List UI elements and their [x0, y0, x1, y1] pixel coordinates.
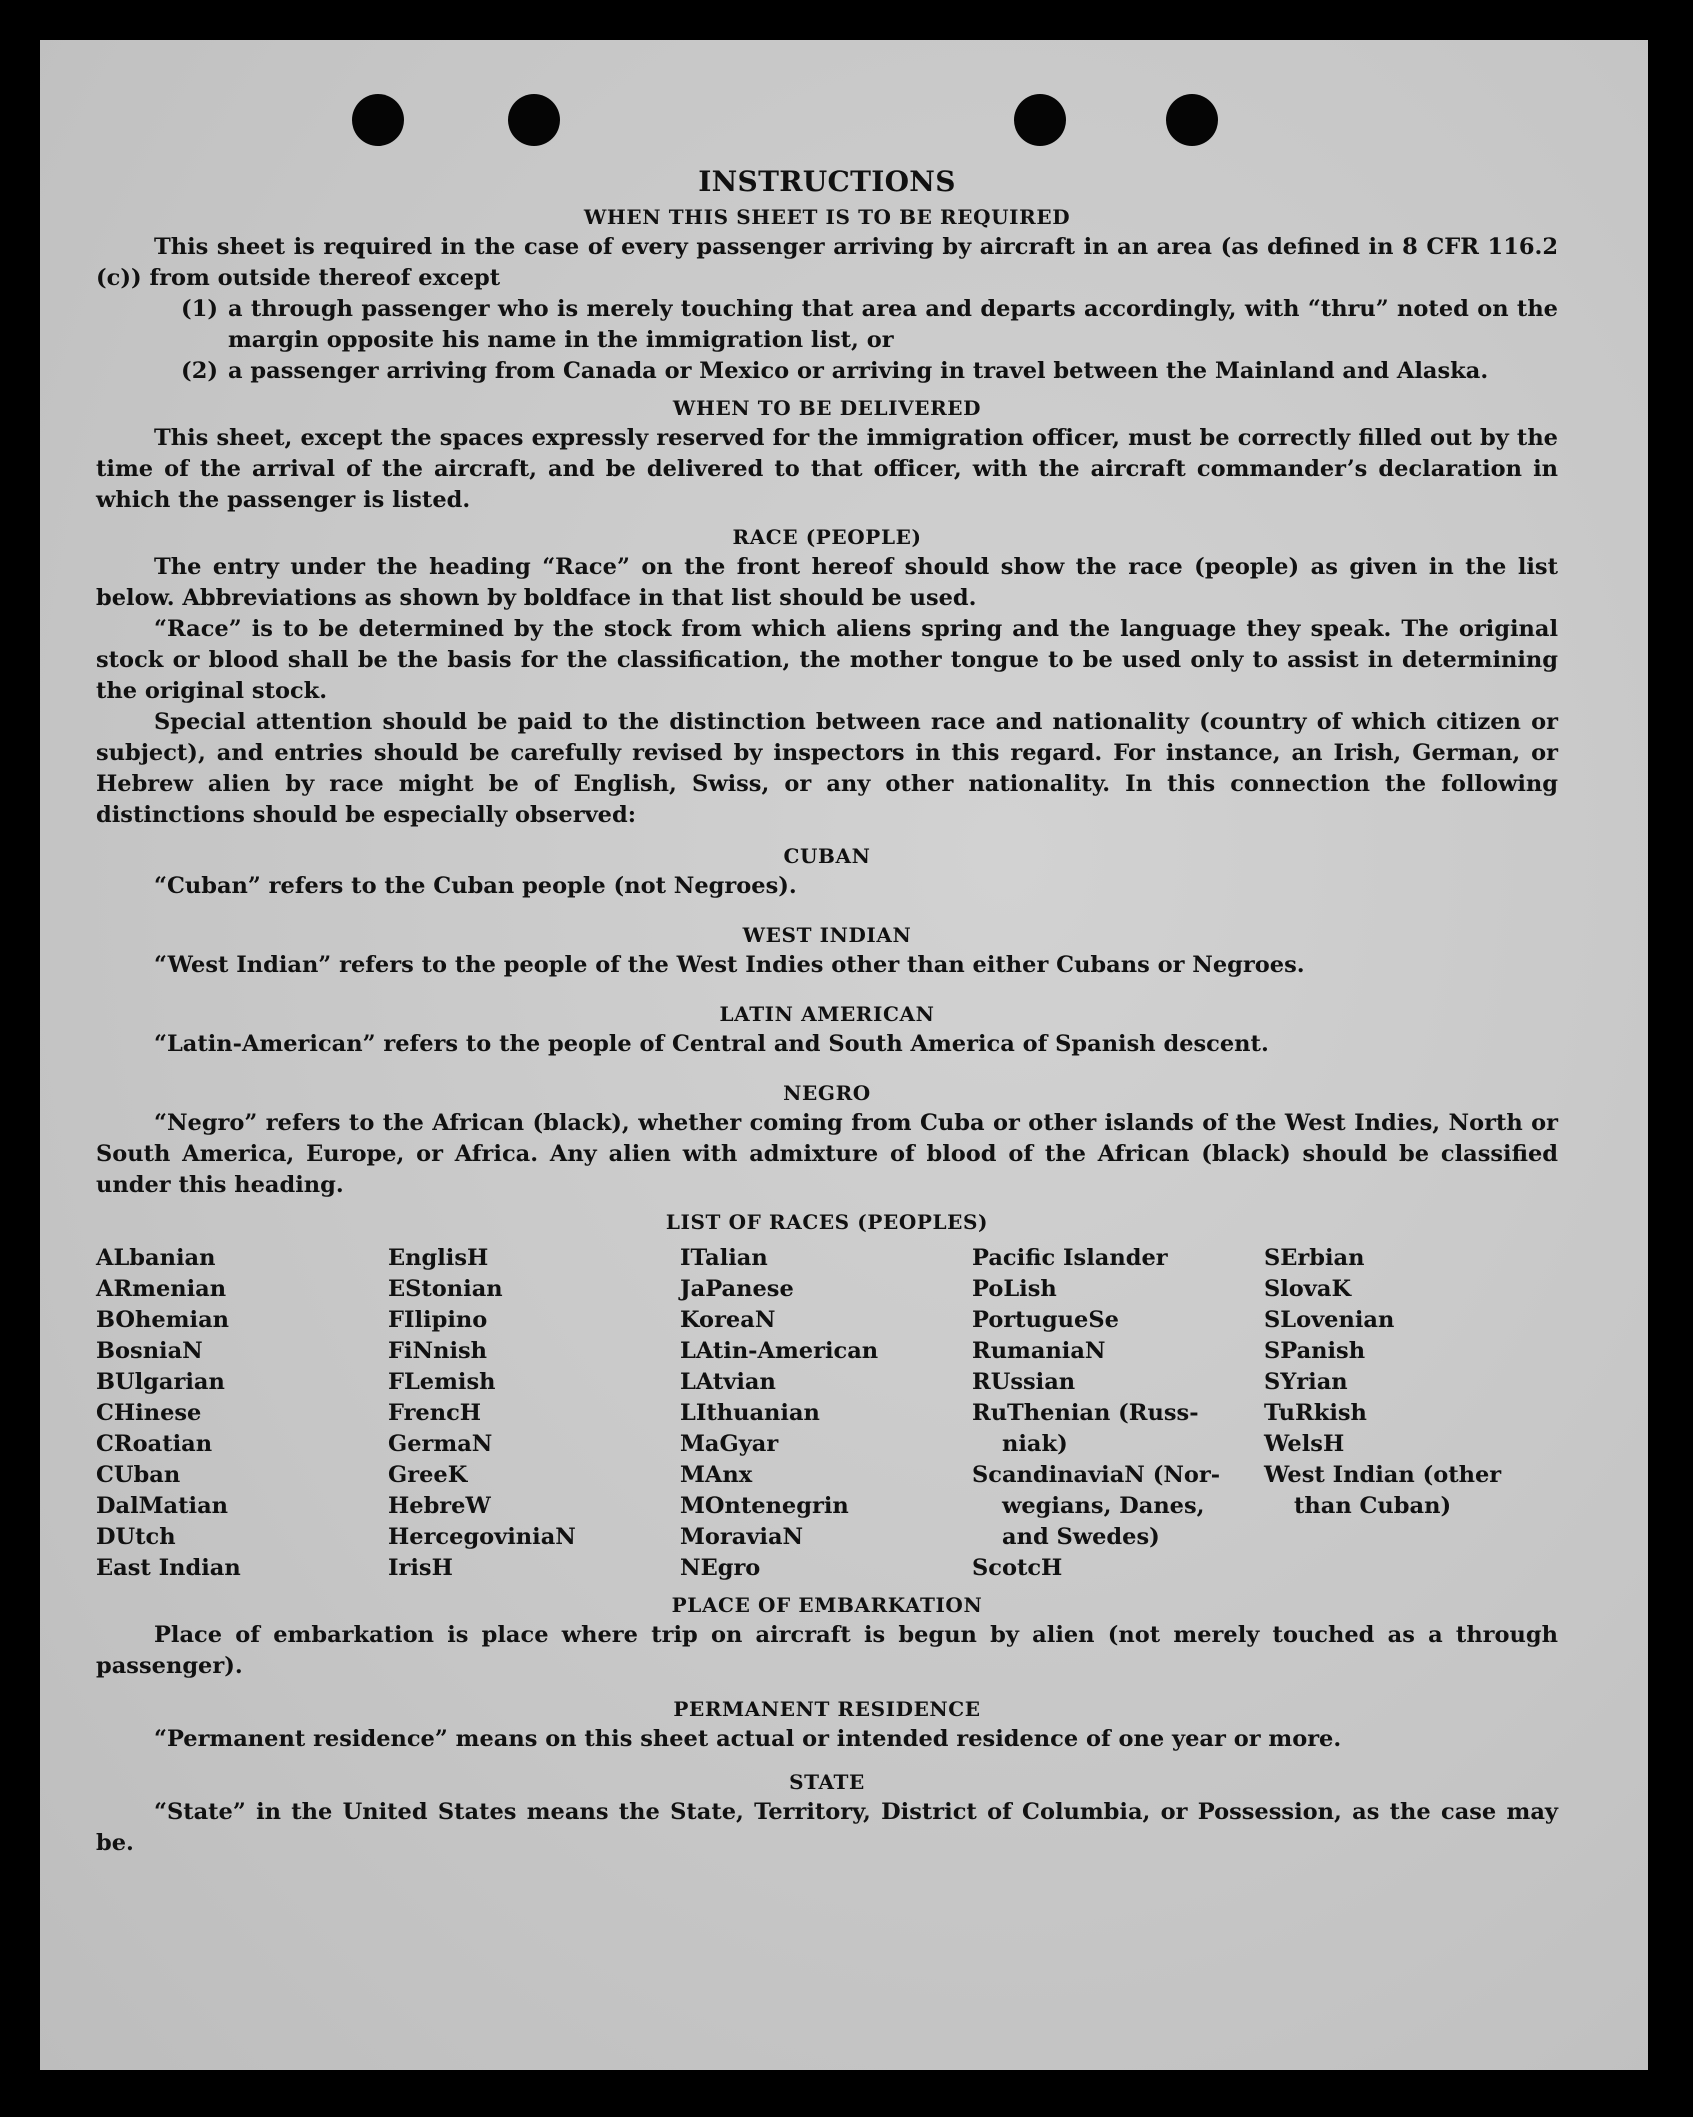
race-entry: LAtvian — [680, 1369, 776, 1395]
race-entry: ScotcH — [972, 1555, 1063, 1581]
race-entry: HebreW — [388, 1493, 491, 1519]
punch-hole — [508, 94, 560, 146]
race-paragraph-2: “Race” is to be determined by the stock from which aliens spring and the language they speak. The original stock or blood shall be the basis for the classification, the mother tongue to be used only to assist in determining the original stock. — [96, 616, 1558, 704]
race-entry: and Swedes) — [1002, 1524, 1160, 1550]
required-intro: This sheet is required in the case of every passenger arriving by aircraft in an area (as defined in 8 CFR 116.2 (c)) from outside thereof except — [96, 234, 1558, 291]
west-indian-text: “West Indian” refers to the people of the West Indies other than either Cubans or Negroes. — [154, 952, 1305, 978]
exception-text: a passenger arriving from Canada or Mexico or arriving in travel between the Mainland and Alaska. — [228, 358, 1489, 384]
race-entry: PoLish — [972, 1276, 1057, 1302]
race-entry: GermaN — [388, 1431, 493, 1457]
heading-required: WHEN THIS SHEET IS TO BE REQUIRED — [583, 205, 1071, 229]
races-column — [96, 1243, 388, 1584]
race-entry: SlovaK — [1264, 1276, 1352, 1302]
heading-list-of-races: LIST OF RACES (PEOPLES) — [665, 1210, 989, 1234]
race-entry: EStonian — [388, 1276, 503, 1302]
race-entry: SPanish — [1264, 1338, 1366, 1364]
race-entry: FrencH — [388, 1400, 482, 1426]
negro-text: “Negro” refers to the African (black), whether coming from Cuba or other islands of the West Indies, North or South America, Europe, or Africa. Any alien with admixture of blood of the African (black) should be classified under this heading. — [96, 1110, 1558, 1198]
race-paragraph-3: Special attention should be paid to the distinction between race and nationality (country of which citizen or subject), and entries should be carefully revised by inspectors in this regard. For instance, an Irish, German, or Hebrew alien by race might be of English, Swiss, or any other nationality. In this connection the following distinctions should be especially observed: — [96, 709, 1558, 828]
race-entry: ScandinaviaN (Nor- — [972, 1462, 1221, 1488]
races-column — [680, 1243, 972, 1584]
heading-negro: NEGRO — [783, 1081, 871, 1105]
exception-text: a through passenger who is merely touching that area and departs accordingly, with “thru” noted on the margin opposite his name in the immigration list, or — [228, 296, 1558, 353]
race-entry: niak) — [1002, 1431, 1068, 1457]
race-entry: TuRkish — [1264, 1400, 1367, 1426]
race-entry: than Cuban) — [1294, 1493, 1452, 1519]
heading-cuban: CUBAN — [783, 844, 871, 868]
race-entry: BOhemian — [96, 1307, 230, 1333]
race-entry: FIlipino — [388, 1307, 488, 1333]
punch-hole — [352, 94, 404, 146]
race-entry: BUlgarian — [96, 1369, 225, 1395]
race-entry: MAnx — [680, 1462, 753, 1488]
races-list — [96, 1243, 1558, 1584]
race-entry: EnglisH — [388, 1245, 489, 1271]
exception-item — [96, 294, 1558, 356]
races-column — [388, 1243, 680, 1584]
race-entry: MaGyar — [680, 1431, 779, 1457]
race-entry: FiNnish — [388, 1338, 488, 1364]
race-entry: DalMatian — [96, 1493, 229, 1519]
race-entry: HercegoviniaN — [388, 1524, 576, 1550]
heading-latin-american: LATIN AMERICAN — [719, 1002, 935, 1026]
exception-item — [96, 356, 1558, 387]
punch-hole — [1014, 94, 1066, 146]
race-entry: WelsH — [1264, 1431, 1345, 1457]
race-entry: LAtin-American — [680, 1338, 879, 1364]
race-entry: DUtch — [96, 1524, 176, 1550]
heading-race: RACE (PEOPLE) — [732, 525, 922, 549]
race-entry: ITalian — [680, 1245, 768, 1271]
race-entry: BosniaN — [96, 1338, 203, 1364]
race-entry: JaPanese — [680, 1276, 794, 1302]
race-entry: ARmenian — [96, 1276, 227, 1302]
race-entry: RumaniaN — [972, 1338, 1106, 1364]
race-entry: West Indian (other — [1264, 1462, 1502, 1488]
race-entry: East Indian — [96, 1555, 241, 1581]
race-entry: CRoatian — [96, 1431, 213, 1457]
heading-state: STATE — [789, 1770, 865, 1794]
residence-text: “Permanent residence” means on this sheet actual or intended residence of one year or more. — [154, 1726, 1342, 1752]
race-entry: CUban — [96, 1462, 181, 1488]
race-entry: MOntenegrin — [680, 1493, 849, 1519]
delivered-text: This sheet, except the spaces expressly reserved for the immigration officer, must be correctly filled out by the time of the arrival of the aircraft, and be delivered to that officer, with the aircraft commander’s declaration in which the passenger is listed. — [96, 425, 1558, 513]
race-entry: PortugueSe — [972, 1307, 1119, 1333]
race-entry: MoraviaN — [680, 1524, 804, 1550]
document-page — [40, 40, 1648, 2070]
heading-embarkation: PLACE OF EMBARKATION — [671, 1593, 983, 1617]
race-entry: SLovenian — [1264, 1307, 1395, 1333]
races-column — [972, 1243, 1264, 1584]
embarkation-text: Place of embarkation is place where trip on aircraft is begun by alien (not merely touched as a through passenger). — [96, 1622, 1558, 1679]
exception-number: (2) — [181, 358, 218, 384]
page-title: INSTRUCTIONS — [698, 165, 956, 198]
race-entry: SYrian — [1264, 1369, 1348, 1395]
heading-permanent-residence: PERMANENT RESIDENCE — [673, 1697, 981, 1721]
race-paragraph-1: The entry under the heading “Race” on the front hereof should show the race (people) as given in the list below. Abbreviations as shown by boldface in that list should be used. — [96, 554, 1558, 611]
race-entry: SErbian — [1264, 1245, 1365, 1271]
cuban-text: “Cuban” refers to the Cuban people (not Negroes). — [154, 873, 797, 899]
heading-west-indian: WEST INDIAN — [742, 923, 912, 947]
heading-delivered: WHEN TO BE DELIVERED — [672, 396, 982, 420]
latin-american-text: “Latin-American” refers to the people of Central and South America of Spanish descent. — [154, 1031, 1269, 1057]
race-entry: ALbanian — [96, 1245, 216, 1271]
race-entry: IrisH — [388, 1555, 453, 1581]
race-entry: Pacific Islander — [972, 1245, 1168, 1271]
race-entry: RUssian — [972, 1369, 1076, 1395]
exception-number: (1) — [181, 296, 218, 322]
races-column — [1264, 1243, 1556, 1584]
race-entry: wegians, Danes, — [1002, 1493, 1205, 1519]
race-entry: RuThenian (Russ- — [972, 1400, 1199, 1426]
race-entry: CHinese — [96, 1400, 202, 1426]
punch-hole — [1166, 94, 1218, 146]
race-entry: KoreaN — [680, 1307, 776, 1333]
race-entry: FLemish — [388, 1369, 496, 1395]
race-entry: LIthuanian — [680, 1400, 820, 1426]
instructions-content — [96, 164, 1558, 1859]
state-text: “State” in the United States means the State, Territory, District of Columbia, or Possession, as the case may be. — [96, 1799, 1558, 1856]
race-entry: NEgro — [680, 1555, 761, 1581]
race-entry: GreeK — [388, 1462, 468, 1488]
